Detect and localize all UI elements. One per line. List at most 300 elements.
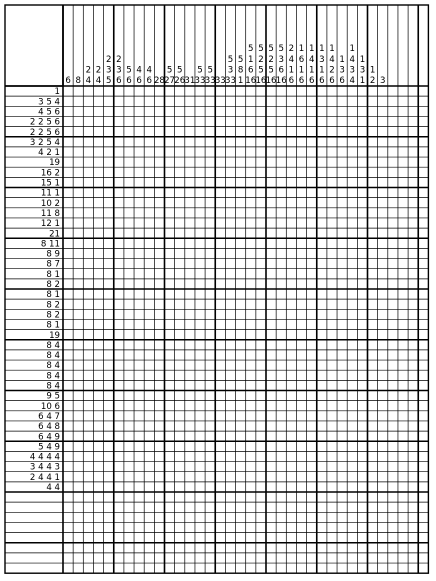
grid-cell[interactable] — [73, 512, 83, 522]
grid-cell[interactable] — [286, 492, 296, 502]
grid-cell[interactable] — [165, 533, 175, 543]
grid-cell[interactable] — [337, 411, 347, 421]
grid-cell[interactable] — [357, 411, 367, 421]
grid-cell[interactable] — [296, 269, 306, 279]
grid-cell[interactable] — [256, 188, 266, 198]
grid-cell[interactable] — [388, 167, 398, 177]
grid-cell[interactable] — [83, 350, 93, 360]
grid-cell[interactable] — [195, 127, 205, 137]
grid-cell[interactable] — [205, 269, 215, 279]
grid-cell[interactable] — [276, 533, 286, 543]
grid-cell[interactable] — [73, 441, 83, 451]
grid-cell[interactable] — [225, 380, 235, 390]
grid-cell[interactable] — [185, 106, 195, 116]
grid-cell[interactable] — [266, 482, 276, 492]
grid-cell[interactable] — [225, 472, 235, 482]
grid-cell[interactable] — [114, 563, 124, 573]
grid-cell[interactable] — [134, 492, 144, 502]
grid-cell[interactable] — [357, 522, 367, 532]
grid-cell[interactable] — [347, 451, 357, 461]
grid-cell[interactable] — [357, 289, 367, 299]
grid-cell[interactable] — [154, 462, 164, 472]
grid-cell[interactable] — [175, 259, 185, 269]
grid-cell[interactable] — [63, 543, 73, 553]
grid-cell[interactable] — [185, 462, 195, 472]
grid-cell[interactable] — [175, 512, 185, 522]
grid-cell[interactable] — [357, 502, 367, 512]
grid-cell[interactable] — [368, 411, 378, 421]
grid-cell[interactable] — [215, 370, 225, 380]
grid-cell[interactable] — [256, 167, 266, 177]
grid-cell[interactable] — [205, 462, 215, 472]
grid-cell[interactable] — [327, 553, 337, 563]
grid-cell[interactable] — [124, 157, 134, 167]
grid-cell[interactable] — [124, 360, 134, 370]
grid-cell[interactable] — [236, 401, 246, 411]
grid-cell[interactable] — [175, 116, 185, 126]
grid-cell[interactable] — [154, 279, 164, 289]
grid-cell[interactable] — [266, 370, 276, 380]
grid-cell[interactable] — [124, 309, 134, 319]
grid-cell[interactable] — [256, 147, 266, 157]
grid-cell[interactable] — [286, 137, 296, 147]
grid-cell[interactable] — [378, 289, 388, 299]
grid-cell[interactable] — [83, 411, 93, 421]
grid-cell[interactable] — [175, 289, 185, 299]
grid-cell[interactable] — [378, 340, 388, 350]
grid-cell[interactable] — [236, 451, 246, 461]
grid-cell[interactable] — [327, 340, 337, 350]
grid-cell[interactable] — [215, 350, 225, 360]
grid-cell[interactable] — [63, 309, 73, 319]
grid-cell[interactable] — [357, 228, 367, 238]
grid-cell[interactable] — [165, 522, 175, 532]
grid-cell[interactable] — [205, 360, 215, 370]
grid-cell[interactable] — [398, 279, 408, 289]
grid-cell[interactable] — [134, 543, 144, 553]
grid-cell[interactable] — [93, 198, 103, 208]
grid-cell[interactable] — [144, 269, 154, 279]
grid-cell[interactable] — [418, 391, 428, 401]
grid-cell[interactable] — [246, 157, 256, 167]
grid-cell[interactable] — [327, 431, 337, 441]
grid-cell[interactable] — [408, 370, 418, 380]
grid-cell[interactable] — [144, 147, 154, 157]
grid-cell[interactable] — [327, 441, 337, 451]
grid-cell[interactable] — [327, 96, 337, 106]
grid-cell[interactable] — [83, 492, 93, 502]
grid-cell[interactable] — [266, 553, 276, 563]
grid-cell[interactable] — [337, 512, 347, 522]
grid-cell[interactable] — [266, 431, 276, 441]
grid-cell[interactable] — [73, 177, 83, 187]
grid-cell[interactable] — [134, 441, 144, 451]
grid-cell[interactable] — [388, 360, 398, 370]
grid-cell[interactable] — [378, 127, 388, 137]
grid-cell[interactable] — [236, 259, 246, 269]
grid-cell[interactable] — [256, 198, 266, 208]
grid-cell[interactable] — [276, 137, 286, 147]
grid-cell[interactable] — [276, 482, 286, 492]
grid-cell[interactable] — [418, 157, 428, 167]
grid-cell[interactable] — [357, 218, 367, 228]
grid-cell[interactable] — [124, 502, 134, 512]
grid-cell[interactable] — [104, 259, 114, 269]
grid-cell[interactable] — [144, 563, 154, 573]
grid-cell[interactable] — [286, 309, 296, 319]
grid-cell[interactable] — [114, 137, 124, 147]
grid-cell[interactable] — [104, 512, 114, 522]
grid-cell[interactable] — [317, 340, 327, 350]
grid-cell[interactable] — [215, 391, 225, 401]
grid-cell[interactable] — [104, 319, 114, 329]
grid-cell[interactable] — [408, 431, 418, 441]
grid-cell[interactable] — [73, 340, 83, 350]
grid-cell[interactable] — [236, 462, 246, 472]
grid-cell[interactable] — [165, 421, 175, 431]
grid-cell[interactable] — [418, 198, 428, 208]
grid-cell[interactable] — [327, 360, 337, 370]
grid-cell[interactable] — [246, 106, 256, 116]
grid-cell[interactable] — [124, 391, 134, 401]
grid-cell[interactable] — [205, 167, 215, 177]
grid-cell[interactable] — [256, 116, 266, 126]
grid-cell[interactable] — [368, 380, 378, 390]
grid-cell[interactable] — [83, 522, 93, 532]
grid-cell[interactable] — [165, 198, 175, 208]
grid-cell[interactable] — [276, 360, 286, 370]
grid-cell[interactable] — [357, 248, 367, 258]
grid-cell[interactable] — [327, 137, 337, 147]
grid-cell[interactable] — [398, 431, 408, 441]
grid-cell[interactable] — [347, 248, 357, 258]
grid-cell[interactable] — [124, 319, 134, 329]
grid-cell[interactable] — [225, 289, 235, 299]
grid-cell[interactable] — [246, 137, 256, 147]
grid-cell[interactable] — [378, 563, 388, 573]
grid-cell[interactable] — [246, 330, 256, 340]
grid-cell[interactable] — [114, 238, 124, 248]
grid-cell[interactable] — [408, 411, 418, 421]
grid-cell[interactable] — [114, 502, 124, 512]
grid-cell[interactable] — [388, 319, 398, 329]
grid-cell[interactable] — [195, 198, 205, 208]
grid-cell[interactable] — [388, 492, 398, 502]
grid-cell[interactable] — [225, 167, 235, 177]
grid-cell[interactable] — [144, 228, 154, 238]
grid-cell[interactable] — [225, 86, 235, 96]
grid-cell[interactable] — [357, 106, 367, 116]
grid-cell[interactable] — [388, 522, 398, 532]
grid-cell[interactable] — [266, 248, 276, 258]
grid-cell[interactable] — [337, 502, 347, 512]
grid-cell[interactable] — [256, 86, 266, 96]
grid-cell[interactable] — [175, 96, 185, 106]
grid-cell[interactable] — [83, 208, 93, 218]
grid-cell[interactable] — [286, 411, 296, 421]
grid-cell[interactable] — [368, 391, 378, 401]
grid-cell[interactable] — [276, 279, 286, 289]
grid-cell[interactable] — [225, 137, 235, 147]
grid-cell[interactable] — [388, 116, 398, 126]
grid-cell[interactable] — [195, 248, 205, 258]
grid-cell[interactable] — [124, 492, 134, 502]
grid-cell[interactable] — [357, 330, 367, 340]
grid-cell[interactable] — [185, 157, 195, 167]
grid-cell[interactable] — [337, 167, 347, 177]
grid-cell[interactable] — [327, 86, 337, 96]
grid-cell[interactable] — [175, 330, 185, 340]
grid-cell[interactable] — [215, 411, 225, 421]
grid-cell[interactable] — [124, 269, 134, 279]
grid-cell[interactable] — [225, 157, 235, 167]
grid-cell[interactable] — [114, 391, 124, 401]
grid-cell[interactable] — [63, 522, 73, 532]
grid-cell[interactable] — [93, 289, 103, 299]
grid-cell[interactable] — [266, 309, 276, 319]
grid-cell[interactable] — [408, 492, 418, 502]
grid-cell[interactable] — [246, 167, 256, 177]
grid-cell[interactable] — [236, 218, 246, 228]
grid-cell[interactable] — [134, 512, 144, 522]
grid-cell[interactable] — [378, 269, 388, 279]
grid-cell[interactable] — [388, 248, 398, 258]
grid-cell[interactable] — [104, 299, 114, 309]
grid-cell[interactable] — [256, 157, 266, 167]
grid-cell[interactable] — [337, 330, 347, 340]
grid-cell[interactable] — [347, 198, 357, 208]
grid-cell[interactable] — [93, 563, 103, 573]
grid-cell[interactable] — [93, 309, 103, 319]
grid-cell[interactable] — [276, 563, 286, 573]
grid-cell[interactable] — [104, 309, 114, 319]
grid-cell[interactable] — [73, 188, 83, 198]
grid-cell[interactable] — [296, 208, 306, 218]
grid-cell[interactable] — [134, 380, 144, 390]
grid-cell[interactable] — [195, 431, 205, 441]
grid-cell[interactable] — [124, 553, 134, 563]
grid-cell[interactable] — [337, 248, 347, 258]
grid-cell[interactable] — [378, 137, 388, 147]
grid-cell[interactable] — [296, 441, 306, 451]
grid-cell[interactable] — [236, 492, 246, 502]
grid-cell[interactable] — [195, 391, 205, 401]
grid-cell[interactable] — [357, 208, 367, 218]
grid-cell[interactable] — [347, 391, 357, 401]
grid-cell[interactable] — [296, 411, 306, 421]
grid-cell[interactable] — [104, 269, 114, 279]
grid-cell[interactable] — [307, 218, 317, 228]
grid-cell[interactable] — [276, 299, 286, 309]
grid-cell[interactable] — [286, 218, 296, 228]
grid-cell[interactable] — [63, 299, 73, 309]
grid-cell[interactable] — [165, 137, 175, 147]
grid-cell[interactable] — [327, 512, 337, 522]
grid-cell[interactable] — [256, 340, 266, 350]
grid-cell[interactable] — [165, 309, 175, 319]
grid-cell[interactable] — [154, 431, 164, 441]
grid-cell[interactable] — [327, 198, 337, 208]
grid-cell[interactable] — [236, 431, 246, 441]
grid-cell[interactable] — [378, 411, 388, 421]
grid-cell[interactable] — [368, 127, 378, 137]
grid-cell[interactable] — [286, 106, 296, 116]
grid-cell[interactable] — [317, 279, 327, 289]
grid-cell[interactable] — [408, 116, 418, 126]
grid-cell[interactable] — [83, 370, 93, 380]
grid-cell[interactable] — [246, 492, 256, 502]
grid-cell[interactable] — [175, 319, 185, 329]
grid-cell[interactable] — [337, 147, 347, 157]
grid-cell[interactable] — [307, 188, 317, 198]
grid-cell[interactable] — [63, 512, 73, 522]
grid-cell[interactable] — [418, 370, 428, 380]
grid-cell[interactable] — [276, 492, 286, 502]
grid-cell[interactable] — [357, 188, 367, 198]
grid-cell[interactable] — [266, 401, 276, 411]
grid-cell[interactable] — [286, 482, 296, 492]
grid-cell[interactable] — [114, 451, 124, 461]
grid-cell[interactable] — [185, 147, 195, 157]
grid-cell[interactable] — [205, 198, 215, 208]
grid-cell[interactable] — [165, 188, 175, 198]
grid-cell[interactable] — [114, 269, 124, 279]
grid-cell[interactable] — [144, 309, 154, 319]
grid-cell[interactable] — [307, 167, 317, 177]
grid-cell[interactable] — [83, 553, 93, 563]
grid-cell[interactable] — [185, 370, 195, 380]
grid-cell[interactable] — [388, 350, 398, 360]
grid-cell[interactable] — [83, 167, 93, 177]
grid-cell[interactable] — [104, 350, 114, 360]
grid-cell[interactable] — [154, 218, 164, 228]
grid-cell[interactable] — [185, 299, 195, 309]
grid-cell[interactable] — [337, 127, 347, 137]
grid-cell[interactable] — [296, 96, 306, 106]
grid-cell[interactable] — [327, 259, 337, 269]
grid-cell[interactable] — [144, 259, 154, 269]
grid-cell[interactable] — [317, 137, 327, 147]
grid-cell[interactable] — [165, 492, 175, 502]
grid-cell[interactable] — [307, 177, 317, 187]
grid-cell[interactable] — [93, 482, 103, 492]
grid-cell[interactable] — [236, 228, 246, 238]
grid-cell[interactable] — [246, 350, 256, 360]
grid-cell[interactable] — [418, 147, 428, 157]
grid-cell[interactable] — [114, 482, 124, 492]
grid-cell[interactable] — [215, 319, 225, 329]
grid-cell[interactable] — [185, 482, 195, 492]
grid-cell[interactable] — [398, 238, 408, 248]
grid-cell[interactable] — [205, 147, 215, 157]
grid-cell[interactable] — [236, 502, 246, 512]
grid-cell[interactable] — [357, 319, 367, 329]
grid-cell[interactable] — [225, 441, 235, 451]
grid-cell[interactable] — [286, 391, 296, 401]
grid-cell[interactable] — [368, 482, 378, 492]
grid-cell[interactable] — [368, 350, 378, 360]
grid-cell[interactable] — [266, 177, 276, 187]
grid-cell[interactable] — [185, 208, 195, 218]
grid-cell[interactable] — [215, 238, 225, 248]
grid-cell[interactable] — [388, 421, 398, 431]
grid-cell[interactable] — [286, 431, 296, 441]
grid-cell[interactable] — [286, 451, 296, 461]
grid-cell[interactable] — [195, 116, 205, 126]
grid-cell[interactable] — [124, 330, 134, 340]
grid-cell[interactable] — [165, 553, 175, 563]
grid-cell[interactable] — [296, 259, 306, 269]
grid-cell[interactable] — [236, 279, 246, 289]
grid-cell[interactable] — [134, 401, 144, 411]
grid-cell[interactable] — [266, 380, 276, 390]
grid-cell[interactable] — [73, 533, 83, 543]
grid-cell[interactable] — [93, 208, 103, 218]
grid-cell[interactable] — [236, 309, 246, 319]
grid-cell[interactable] — [225, 533, 235, 543]
grid-cell[interactable] — [378, 543, 388, 553]
grid-cell[interactable] — [317, 127, 327, 137]
grid-cell[interactable] — [134, 462, 144, 472]
grid-cell[interactable] — [205, 451, 215, 461]
grid-cell[interactable] — [307, 279, 317, 289]
grid-cell[interactable] — [175, 350, 185, 360]
grid-cell[interactable] — [418, 451, 428, 461]
grid-cell[interactable] — [357, 553, 367, 563]
grid-cell[interactable] — [266, 543, 276, 553]
grid-cell[interactable] — [134, 431, 144, 441]
grid-cell[interactable] — [307, 391, 317, 401]
grid-cell[interactable] — [124, 248, 134, 258]
grid-cell[interactable] — [398, 167, 408, 177]
grid-cell[interactable] — [276, 401, 286, 411]
grid-cell[interactable] — [408, 238, 418, 248]
grid-cell[interactable] — [276, 116, 286, 126]
grid-cell[interactable] — [205, 543, 215, 553]
grid-cell[interactable] — [408, 319, 418, 329]
grid-cell[interactable] — [175, 401, 185, 411]
grid-cell[interactable] — [337, 218, 347, 228]
grid-cell[interactable] — [337, 279, 347, 289]
grid-cell[interactable] — [205, 502, 215, 512]
grid-cell[interactable] — [225, 502, 235, 512]
grid-cell[interactable] — [317, 533, 327, 543]
grid-cell[interactable] — [114, 86, 124, 96]
grid-cell[interactable] — [83, 330, 93, 340]
grid-cell[interactable] — [296, 543, 306, 553]
grid-cell[interactable] — [317, 259, 327, 269]
grid-cell[interactable] — [317, 391, 327, 401]
grid-cell[interactable] — [276, 157, 286, 167]
grid-cell[interactable] — [104, 533, 114, 543]
grid-cell[interactable] — [307, 238, 317, 248]
grid-cell[interactable] — [327, 330, 337, 340]
grid-cell[interactable] — [83, 248, 93, 258]
grid-cell[interactable] — [114, 462, 124, 472]
grid-cell[interactable] — [327, 177, 337, 187]
grid-cell[interactable] — [357, 543, 367, 553]
grid-cell[interactable] — [185, 441, 195, 451]
grid-cell[interactable] — [357, 472, 367, 482]
grid-cell[interactable] — [185, 319, 195, 329]
grid-cell[interactable] — [63, 188, 73, 198]
grid-cell[interactable] — [83, 319, 93, 329]
grid-cell[interactable] — [357, 340, 367, 350]
grid-cell[interactable] — [124, 147, 134, 157]
grid-cell[interactable] — [266, 86, 276, 96]
grid-cell[interactable] — [388, 96, 398, 106]
grid-cell[interactable] — [388, 208, 398, 218]
